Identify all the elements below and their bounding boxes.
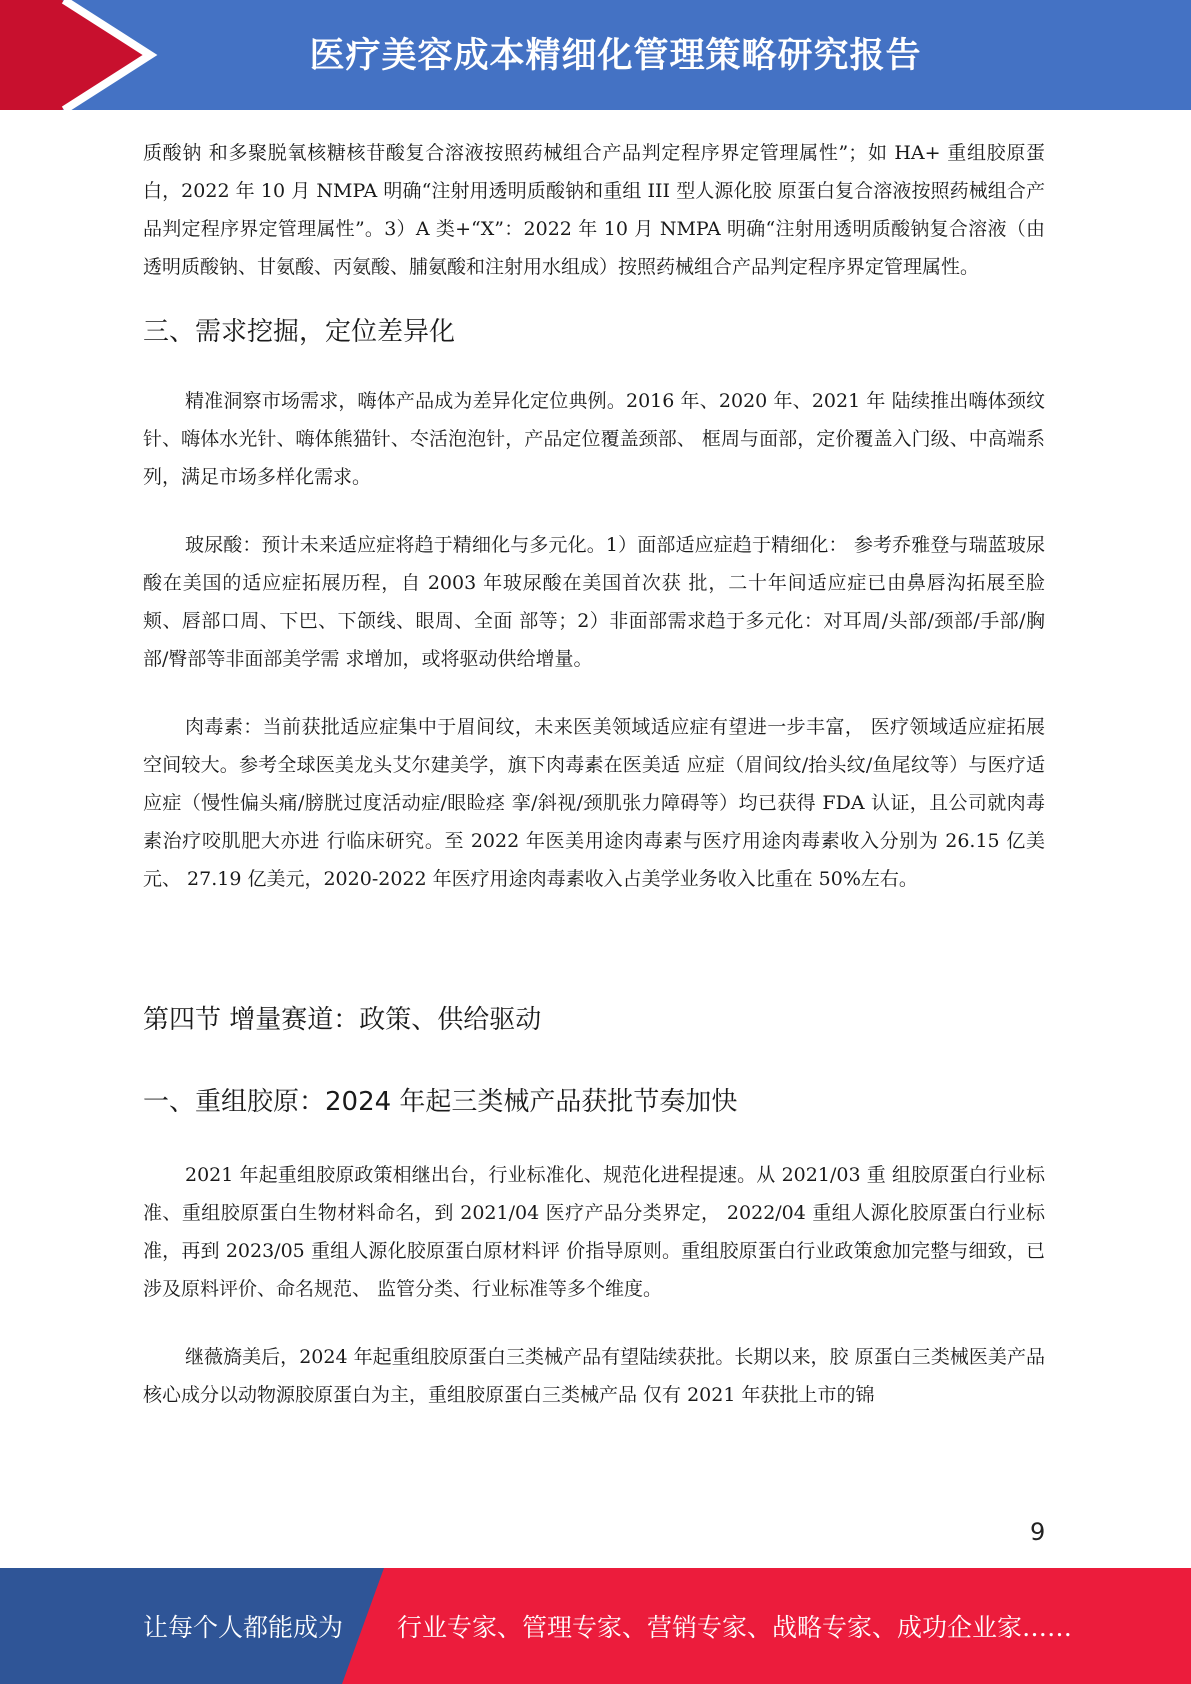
paragraph-botulinum: 肉毒素：当前获批适应症集中于眉间纹，未来医美领域适应症有望进一步丰富， 医疗领域适应症拓展空间较大。参考全球医美龙头艾尔建美学，旗下肉毒素在医美适 应症（眉间纹/抬头纹/鱼尾纹等）与医疗适应症（慢性偏头痛/膀胱过度活动症/眼睑痉 挛/斜视/颈肌张力障碍等）均已获得 FDA 认证，且公司就肉毒素治疗咬肌肥大亦进 行临床研究。至 2022 年医美用途肉毒素与医疗用途肉毒素收入分别为 26.15 亿美元、 27.19 亿美元，2020-2022 年医疗用途肉毒素收入占美学业务收入比重在 50%左右。 <box>143 716 1045 890</box>
page-header <box>0 0 1191 110</box>
paragraph-hyaluronic-acid: 玻尿酸：预计未来适应症将趋于精细化与多元化。1）面部适应症趋于精细化： 参考乔雅登与瑞蓝玻尿酸在美国的适应症拓展历程，自 2003 年玻尿酸在美国首次获 批，二十年间适应症已由鼻唇沟拓展至脸颊、唇部口周、下巴、下颌线、眼周、全面 部等；2）非面部需求趋于多元化：对耳周/头部/颈部/手部/胸部/臀部等非面部美学需 求增加，或将驱动供给增量。 <box>143 534 1045 670</box>
page-number: 9 <box>1030 1518 1046 1546</box>
header-title: 医疗美容成本精细化管理策略研究报告 <box>309 36 922 76</box>
page-footer <box>0 1568 1191 1684</box>
paragraph-intro: 质酸钠 和多聚脱氧核糖核苷酸复合溶液按照药械组合产品判定程序界定管理属性”；如 HA+ 重组胶原蛋白，2022 年 10 月 NMPA 明确“注射用透明质酸钠和重组 III 型人源化胶 原蛋白复合溶液按照药械组合产品判定程序界定管理属性”。3）A 类+“X”：2022 年 10 月 NMPA 明确“注射用透明质酸钠复合溶液（由透明质酸钠、甘氨酸、丙氨酸、脯氨酸和注射用水组成）按照药械组合产品判定程序界定管理属性。 <box>143 142 1045 278</box>
paragraph-haiti: 精准洞察市场需求，嗨体产品成为差异化定位典例。2016 年、2020 年、2021 年 陆续推出嗨体颈纹针、嗨体水光针、嗨体熊猫针、冭活泡泡针，产品定位覆盖颈部、 框周与面部，定价覆盖入门级、中高端系列，满足市场多样化需求。 <box>143 390 1045 488</box>
document-body <box>143 134 1045 1414</box>
footer-slogan-left: 让每个人都能成为 <box>143 1613 344 1642</box>
heading-section-four: 第四节 增量赛道：政策、供给驱动 <box>143 1005 542 1035</box>
heading-recombinant-collagen: 一、重组胶原：2024 年起三类械产品获批节奏加快 <box>143 1087 738 1117</box>
paragraph-collagen-policy: 2021 年起重组胶原政策相继出台，行业标准化、规范化进程提速。从 2021/03 重 组胶原蛋白行业标准、重组胶原蛋白生物材料命名，到 2021/04 医疗产品分类界定， 2022/04 重组人源化胶原蛋白行业标准，再到 2023/05 重组人源化胶原蛋白原材料评 价指导原则。重组胶原蛋白行业政策愈加完整与细致，已涉及原料评价、命名规范、 监管分类、行业标准等多个维度。 <box>143 1164 1045 1300</box>
paragraph-collagen-approval: 继薇旖美后，2024 年起重组胶原蛋白三类械产品有望陆续获批。长期以来，胶 原蛋白三类械医美产品核心成分以动物源胶原蛋白为主，重组胶原蛋白三类械产品 仅有 2021 年获批上市的锦 <box>143 1346 1045 1406</box>
heading-demand-mining: 三、需求挖掘，定位差异化 <box>143 317 456 347</box>
footer-slogan-right: 行业专家、管理专家、营销专家、战略专家、成功企业家…… <box>397 1613 1073 1642</box>
